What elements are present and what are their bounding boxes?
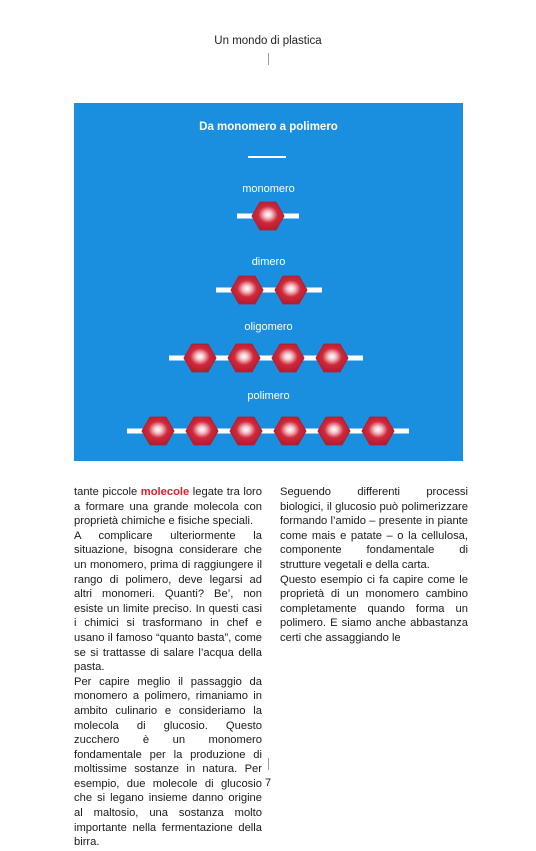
paragraph: tante piccole molecole legate tra loro a formare una grande molecola con proprietà chimiche e fisiche speciali. xyxy=(74,486,262,528)
page-number: 7 xyxy=(264,777,272,789)
monomer-unit xyxy=(362,417,394,445)
paragraph: Seguendo differenti processi biologici, il glucosio può polimerizzare formando l’amido – presente in piante come mais e patate – o la cellulosa, componente fondamentale di strutture vegetali e della carta. xyxy=(280,486,468,571)
keyword-molecole: molecole xyxy=(140,486,190,498)
monomer-unit xyxy=(272,344,304,372)
chain-monomero xyxy=(74,201,463,231)
stage-label-monomero: monomero xyxy=(242,183,295,195)
monomer-unit xyxy=(274,417,306,445)
figure-panel xyxy=(74,103,463,461)
paragraph: Per capire meglio il passaggio da monomero a polimero, rimaniamo in ambito culinario e consideriamo la molecola di glucosio. Questo zucchero è un monomero fondamentale per la produzione di moltissime sostanze in natura. Per esempio, due molecole di glucosio che si legano insieme danno origine al maltosio, una sostanza molto importante nella fermentazione della birra. xyxy=(74,675,262,849)
text-column-left xyxy=(74,485,262,850)
stage-label-oligomero: oligomero xyxy=(244,321,293,333)
monomer-unit xyxy=(252,202,284,230)
footer-rule xyxy=(268,758,269,770)
monomer-unit xyxy=(275,276,307,304)
chain-oligomero xyxy=(74,343,463,373)
monomer-unit xyxy=(142,417,174,445)
monomer-unit xyxy=(184,344,216,372)
chain-polimero xyxy=(74,416,463,446)
figure-title: Da monomero a polimero xyxy=(199,121,338,133)
paragraph: Questo esempio ci fa capire come le proprietà di un monomero cambino completamente quando forma un polimero. E siamo anche abbastanza certi che assaggiando le xyxy=(280,573,468,644)
figure-title-rule xyxy=(248,156,286,158)
monomer-unit xyxy=(316,344,348,372)
stage-label-polimero: polimero xyxy=(247,390,290,402)
paragraph: A complicare ulteriormente la situazione, bisogna considerare che un monomero, prima di raggiungere il rango di polimero, deve legarsi ad altri monomeri. Quanti? Be’, non esiste un limite preciso. In questi casi i chimici si trasformano in chef e usano il famoso “quanto basta”, come se si trattasse di salare l’acqua della pasta. xyxy=(74,529,262,674)
monomer-unit xyxy=(318,417,350,445)
monomer-unit xyxy=(228,344,260,372)
stage-label-dimero: dimero xyxy=(251,256,286,268)
monomer-unit xyxy=(231,276,263,304)
chain-dimero xyxy=(74,275,463,305)
header-rule xyxy=(268,53,269,65)
monomer-unit xyxy=(186,417,218,445)
text-column-right xyxy=(280,485,468,646)
monomer-unit xyxy=(230,417,262,445)
running-head: Un mondo di plastica xyxy=(214,35,322,47)
